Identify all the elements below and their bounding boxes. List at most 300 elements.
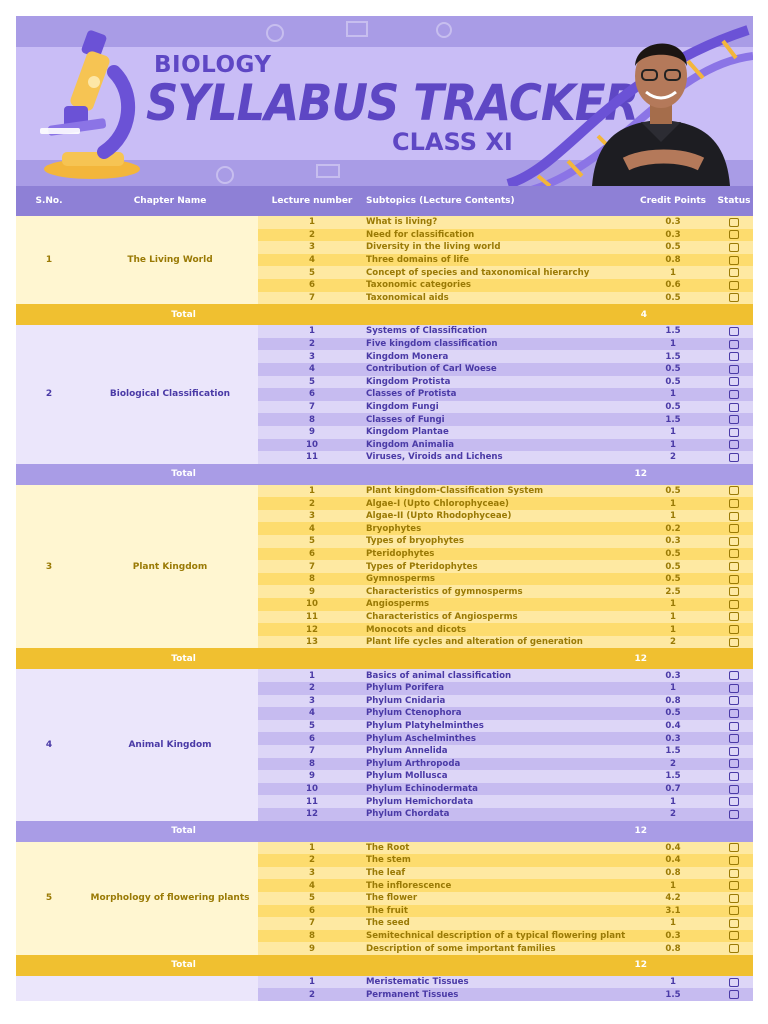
subtopic: Description of some important families bbox=[366, 943, 556, 954]
table-row bbox=[258, 795, 753, 808]
lecture-number: 6 bbox=[309, 905, 315, 916]
subtopic: Types of Pteridophytes bbox=[366, 561, 478, 572]
status-checkbox[interactable] bbox=[729, 218, 739, 227]
status-checkbox[interactable] bbox=[729, 944, 739, 953]
table-row bbox=[258, 401, 753, 414]
lecture-number: 8 bbox=[309, 574, 315, 585]
lecture-number: 6 bbox=[309, 280, 315, 291]
status-cell bbox=[715, 881, 753, 890]
table-row bbox=[258, 510, 753, 523]
status-checkbox[interactable] bbox=[729, 390, 739, 399]
subtopic: The seed bbox=[366, 918, 410, 929]
status-checkbox[interactable] bbox=[729, 587, 739, 596]
total-row bbox=[16, 955, 753, 976]
subtopic: Characteristics of Angiosperms bbox=[366, 611, 518, 622]
status-checkbox[interactable] bbox=[729, 696, 739, 705]
doodle-rect-icon bbox=[316, 164, 340, 178]
status-checkbox[interactable] bbox=[729, 759, 739, 768]
table-row bbox=[258, 879, 753, 892]
lecture-number: 6 bbox=[309, 733, 315, 744]
table-row bbox=[258, 216, 753, 229]
status-cell bbox=[715, 293, 753, 302]
lecture-number: 7 bbox=[309, 918, 315, 929]
credit-points: 1 bbox=[670, 880, 676, 891]
table-row bbox=[258, 292, 753, 305]
subtopic: Kingdom Plantae bbox=[366, 427, 449, 438]
status-cell bbox=[715, 377, 753, 386]
subtopic: Monocots and dicots bbox=[366, 624, 467, 635]
table-row bbox=[258, 623, 753, 636]
subtopic: Plant kingdom-Classification System bbox=[366, 485, 544, 496]
lecture-number: 12 bbox=[306, 809, 318, 820]
credit-points: 1 bbox=[670, 683, 676, 694]
credit-points: 0.5 bbox=[665, 548, 681, 559]
table-row bbox=[258, 770, 753, 783]
subtopic: The Root bbox=[366, 842, 410, 853]
lecture-number: 7 bbox=[309, 561, 315, 572]
status-checkbox[interactable] bbox=[729, 625, 739, 634]
status-checkbox[interactable] bbox=[729, 499, 739, 508]
credit-points: 1 bbox=[670, 498, 676, 509]
table-row bbox=[258, 988, 753, 1001]
credit-points: 1 bbox=[670, 439, 676, 450]
table-row bbox=[258, 905, 753, 918]
credit-points: 0.4 bbox=[665, 721, 681, 732]
table-row bbox=[258, 388, 753, 401]
status-checkbox[interactable] bbox=[729, 919, 739, 928]
lecture-rows bbox=[258, 976, 753, 1001]
table-row bbox=[258, 682, 753, 695]
status-cell bbox=[715, 638, 753, 647]
subtopic: Kingdom Fungi bbox=[366, 402, 439, 413]
chapter-sno: 3 bbox=[45, 561, 53, 572]
status-cell bbox=[715, 440, 753, 449]
lecture-number: 5 bbox=[309, 536, 315, 547]
lecture-number: 7 bbox=[309, 292, 315, 303]
credit-points: 0.5 bbox=[665, 574, 681, 585]
status-cell bbox=[715, 256, 753, 265]
lecture-number: 13 bbox=[306, 637, 318, 648]
status-checkbox[interactable] bbox=[729, 843, 739, 852]
subtopic: Contribution of Carl Woese bbox=[366, 364, 497, 375]
table-row bbox=[258, 535, 753, 548]
lecture-number: 1 bbox=[309, 485, 315, 496]
table-row bbox=[258, 917, 753, 930]
credit-points: 0.5 bbox=[665, 376, 681, 387]
subtopic: Taxonomical aids bbox=[366, 292, 449, 303]
status-checkbox[interactable] bbox=[729, 600, 739, 609]
lecture-number: 9 bbox=[309, 427, 315, 438]
status-cell bbox=[715, 352, 753, 361]
table-row bbox=[258, 560, 753, 573]
credit-points: 1.5 bbox=[665, 771, 681, 782]
subtopic: Five kingdom classification bbox=[366, 339, 498, 350]
status-cell bbox=[715, 843, 753, 852]
status-checkbox[interactable] bbox=[729, 281, 739, 290]
total-row bbox=[16, 648, 753, 669]
status-cell bbox=[715, 894, 753, 903]
status-cell bbox=[715, 587, 753, 596]
lecture-number: 11 bbox=[306, 452, 318, 463]
table-row bbox=[258, 522, 753, 535]
credit-points: 1 bbox=[670, 427, 676, 438]
header-sno: S.No. bbox=[35, 196, 63, 206]
subtopic: Viruses, Viroids and Lichens bbox=[366, 452, 503, 463]
lecture-number: 8 bbox=[309, 930, 315, 941]
credit-points: 2 bbox=[670, 452, 676, 463]
status-cell bbox=[715, 512, 753, 521]
status-checkbox[interactable] bbox=[729, 440, 739, 449]
chapter-cell bbox=[16, 216, 258, 304]
status-cell bbox=[715, 537, 753, 546]
status-checkbox[interactable] bbox=[729, 256, 739, 265]
status-cell bbox=[715, 428, 753, 437]
table-row bbox=[258, 439, 753, 452]
table-row bbox=[258, 325, 753, 338]
credit-points: 2.5 bbox=[665, 586, 681, 597]
total-value: 12 bbox=[634, 826, 647, 837]
status-cell bbox=[715, 709, 753, 718]
status-cell bbox=[715, 575, 753, 584]
status-cell bbox=[715, 230, 753, 239]
chapter-block bbox=[16, 842, 753, 955]
lecture-rows bbox=[258, 669, 753, 820]
lecture-number: 7 bbox=[309, 746, 315, 757]
status-cell bbox=[715, 562, 753, 571]
status-checkbox[interactable] bbox=[729, 978, 739, 987]
status-checkbox[interactable] bbox=[729, 894, 739, 903]
subtopic: Characteristics of gymnosperms bbox=[366, 586, 523, 597]
credit-points: 1 bbox=[670, 339, 676, 350]
credit-points: 0.7 bbox=[665, 784, 681, 795]
subtopic: Kingdom Monera bbox=[366, 351, 449, 362]
credit-points: 0.3 bbox=[665, 229, 681, 240]
doodle-square-icon bbox=[346, 21, 368, 37]
lecture-number: 1 bbox=[309, 217, 315, 228]
lecture-number: 2 bbox=[309, 498, 315, 509]
chapter-block bbox=[16, 485, 753, 649]
status-cell bbox=[715, 869, 753, 878]
subject-title: BIOLOGY bbox=[154, 52, 272, 78]
status-cell bbox=[715, 931, 753, 940]
doodle-circle-icon bbox=[436, 22, 452, 38]
table-row bbox=[258, 350, 753, 363]
credit-points: 0.8 bbox=[665, 695, 681, 706]
subtopic: Phylum Ctenophora bbox=[366, 708, 462, 719]
subtopic: Kingdom Animalia bbox=[366, 439, 455, 450]
status-cell bbox=[715, 978, 753, 987]
lecture-rows bbox=[258, 216, 753, 304]
status-cell bbox=[715, 524, 753, 533]
lecture-number: 4 bbox=[309, 708, 315, 719]
table-row bbox=[258, 669, 753, 682]
status-checkbox[interactable] bbox=[729, 243, 739, 252]
total-value: 12 bbox=[634, 653, 647, 664]
status-checkbox[interactable] bbox=[729, 340, 739, 349]
chapter-block bbox=[16, 669, 753, 820]
credit-points: 2 bbox=[670, 637, 676, 648]
credit-points: 4.2 bbox=[665, 893, 681, 904]
chapter-name: Plant Kingdom bbox=[132, 561, 208, 572]
total-label: Total bbox=[171, 960, 196, 971]
lecture-number: 5 bbox=[309, 721, 315, 732]
lecture-number: 4 bbox=[309, 364, 315, 375]
chapter-block bbox=[16, 216, 753, 304]
subtopic: Phylum Annelida bbox=[366, 746, 448, 757]
status-checkbox[interactable] bbox=[729, 684, 739, 693]
status-checkbox[interactable] bbox=[729, 524, 739, 533]
subtopic: Algae-II (Upto Rhodophyceae) bbox=[366, 511, 512, 522]
subtopic: Phylum Porifera bbox=[366, 683, 445, 694]
chapter-cell bbox=[16, 976, 258, 1001]
status-cell bbox=[715, 415, 753, 424]
subtopic: Phylum Aschelminthes bbox=[366, 733, 476, 744]
status-cell bbox=[715, 327, 753, 336]
status-checkbox[interactable] bbox=[729, 785, 739, 794]
credit-points: 0.4 bbox=[665, 855, 681, 866]
credit-points: 0.5 bbox=[665, 292, 681, 303]
lecture-number: 3 bbox=[309, 351, 315, 362]
lecture-number: 2 bbox=[309, 989, 315, 1000]
status-cell bbox=[715, 218, 753, 227]
subtopic: Phylum Mollusca bbox=[366, 771, 448, 782]
status-checkbox[interactable] bbox=[729, 549, 739, 558]
credit-points: 0.3 bbox=[665, 733, 681, 744]
subtopic: Classes of Fungi bbox=[366, 414, 445, 425]
credit-points: 0.4 bbox=[665, 842, 681, 853]
status-cell bbox=[715, 696, 753, 705]
table-row bbox=[258, 241, 753, 254]
status-checkbox[interactable] bbox=[729, 512, 739, 521]
lecture-number: 2 bbox=[309, 339, 315, 350]
status-checkbox[interactable] bbox=[729, 810, 739, 819]
credit-points: 1.5 bbox=[665, 746, 681, 757]
subtopic: Kingdom Protista bbox=[366, 376, 451, 387]
status-cell bbox=[715, 268, 753, 277]
status-checkbox[interactable] bbox=[729, 772, 739, 781]
subtopic: Semitechnical description of a typical flowering plant bbox=[366, 930, 626, 941]
status-checkbox[interactable] bbox=[729, 747, 739, 756]
status-checkbox[interactable] bbox=[729, 612, 739, 621]
status-checkbox[interactable] bbox=[729, 415, 739, 424]
status-checkbox[interactable] bbox=[729, 931, 739, 940]
subtopic: Pteridophytes bbox=[366, 548, 435, 559]
credit-points: 1 bbox=[670, 389, 676, 400]
chapter-cell bbox=[16, 325, 258, 464]
status-checkbox[interactable] bbox=[729, 403, 739, 412]
lecture-number: 8 bbox=[309, 414, 315, 425]
table-row bbox=[258, 720, 753, 733]
credit-points: 1 bbox=[670, 599, 676, 610]
status-cell bbox=[715, 722, 753, 731]
credit-points: 3.1 bbox=[665, 905, 681, 916]
status-cell bbox=[715, 772, 753, 781]
subtopic: Phylum Echinodermata bbox=[366, 784, 478, 795]
table-row bbox=[258, 783, 753, 796]
credit-points: 2 bbox=[670, 758, 676, 769]
subtopic: Phylum Arthropoda bbox=[366, 758, 461, 769]
subtopic: Classes of Protista bbox=[366, 389, 457, 400]
lecture-number: 1 bbox=[309, 670, 315, 681]
table-row bbox=[258, 745, 753, 758]
status-checkbox[interactable] bbox=[729, 230, 739, 239]
doodle-target-icon bbox=[216, 166, 234, 184]
credit-points: 0.5 bbox=[665, 402, 681, 413]
chapter-name: Animal Kingdom bbox=[128, 739, 212, 750]
status-checkbox[interactable] bbox=[729, 990, 739, 999]
subtopic: Concept of species and taxonomical hierarchy bbox=[366, 267, 590, 278]
credit-points: 0.8 bbox=[665, 943, 681, 954]
lecture-number: 4 bbox=[309, 255, 315, 266]
status-checkbox[interactable] bbox=[729, 906, 739, 915]
lecture-number: 5 bbox=[309, 376, 315, 387]
chapter-name: Biological Classification bbox=[109, 389, 231, 400]
status-checkbox[interactable] bbox=[729, 881, 739, 890]
credit-points: 0.6 bbox=[665, 280, 681, 291]
chapter-block bbox=[16, 325, 753, 464]
status-checkbox[interactable] bbox=[729, 562, 739, 571]
status-checkbox[interactable] bbox=[729, 365, 739, 374]
lecture-rows bbox=[258, 325, 753, 464]
credit-points: 0.2 bbox=[665, 523, 681, 534]
status-cell bbox=[715, 281, 753, 290]
table-row bbox=[258, 548, 753, 561]
status-cell bbox=[715, 810, 753, 819]
status-checkbox[interactable] bbox=[729, 327, 739, 336]
status-cell bbox=[715, 684, 753, 693]
status-checkbox[interactable] bbox=[729, 709, 739, 718]
subtopic: Types of bryophytes bbox=[366, 536, 464, 547]
credit-points: 1.5 bbox=[665, 989, 681, 1000]
lecture-number: 5 bbox=[309, 893, 315, 904]
lecture-number: 11 bbox=[306, 611, 318, 622]
status-cell bbox=[715, 243, 753, 252]
status-checkbox[interactable] bbox=[729, 268, 739, 277]
lecture-number: 12 bbox=[306, 624, 318, 635]
status-checkbox[interactable] bbox=[729, 352, 739, 361]
status-checkbox[interactable] bbox=[729, 453, 739, 462]
status-cell bbox=[715, 499, 753, 508]
lecture-number: 2 bbox=[309, 683, 315, 694]
table-row bbox=[258, 363, 753, 376]
total-label: Total bbox=[171, 826, 196, 837]
subtopic: The inflorescence bbox=[366, 880, 452, 891]
status-checkbox[interactable] bbox=[729, 428, 739, 437]
status-checkbox[interactable] bbox=[729, 293, 739, 302]
table-header bbox=[16, 186, 753, 216]
lecture-number: 10 bbox=[306, 784, 318, 795]
table-row bbox=[258, 426, 753, 439]
status-checkbox[interactable] bbox=[729, 537, 739, 546]
status-checkbox[interactable] bbox=[729, 575, 739, 584]
table-row bbox=[258, 338, 753, 351]
lecture-number: 5 bbox=[309, 267, 315, 278]
subtopic: Need for classification bbox=[366, 229, 475, 240]
table-row bbox=[258, 485, 753, 498]
status-checkbox[interactable] bbox=[729, 638, 739, 647]
table-row bbox=[258, 854, 753, 867]
status-cell bbox=[715, 600, 753, 609]
subtopic: Phylum Chordata bbox=[366, 809, 450, 820]
table-row bbox=[258, 497, 753, 510]
lecture-number: 9 bbox=[309, 771, 315, 782]
chapter-sno: 2 bbox=[45, 389, 53, 400]
credit-points: 0.5 bbox=[665, 561, 681, 572]
credit-points: 0.5 bbox=[665, 708, 681, 719]
status-cell bbox=[715, 549, 753, 558]
tracker-page bbox=[16, 16, 753, 1001]
status-checkbox[interactable] bbox=[729, 486, 739, 495]
banner bbox=[16, 16, 753, 186]
microscope-icon bbox=[34, 24, 149, 184]
status-checkbox[interactable] bbox=[729, 722, 739, 731]
credit-points: 1.5 bbox=[665, 326, 681, 337]
chapter-sno: 5 bbox=[45, 893, 53, 904]
lecture-number: 2 bbox=[309, 855, 315, 866]
status-checkbox[interactable] bbox=[729, 734, 739, 743]
lecture-number: 9 bbox=[309, 586, 315, 597]
teacher-photo bbox=[586, 24, 736, 186]
status-cell bbox=[715, 856, 753, 865]
status-checkbox[interactable] bbox=[729, 856, 739, 865]
credit-points: 1 bbox=[670, 796, 676, 807]
table-row bbox=[258, 976, 753, 989]
header-lecture: Lecture number bbox=[271, 196, 353, 206]
table-row bbox=[258, 695, 753, 708]
lecture-number: 1 bbox=[309, 842, 315, 853]
lecture-number: 1 bbox=[309, 977, 315, 988]
chapter-name: Morphology of flowering plants bbox=[90, 893, 250, 904]
subtopic: Plant life cycles and alteration of generation bbox=[366, 637, 583, 648]
status-cell bbox=[715, 797, 753, 806]
status-checkbox[interactable] bbox=[729, 797, 739, 806]
status-checkbox[interactable] bbox=[729, 671, 739, 680]
table-row bbox=[258, 598, 753, 611]
total-row bbox=[16, 304, 753, 325]
total-value: 12 bbox=[634, 960, 647, 971]
header-chapter: Chapter Name bbox=[133, 196, 207, 206]
table-row bbox=[258, 892, 753, 905]
credit-points: 1 bbox=[670, 977, 676, 988]
subtopic: Meristematic Tissues bbox=[366, 977, 469, 988]
table-row bbox=[258, 229, 753, 242]
lecture-number: 3 bbox=[309, 511, 315, 522]
table-row bbox=[258, 585, 753, 598]
table-row bbox=[258, 279, 753, 292]
subtopic: Taxonomic categories bbox=[366, 280, 472, 291]
credit-points: 0.5 bbox=[665, 242, 681, 253]
lecture-number: 11 bbox=[306, 796, 318, 807]
chapter-block bbox=[16, 976, 753, 1001]
status-cell bbox=[715, 785, 753, 794]
lecture-number: 8 bbox=[309, 758, 315, 769]
header-subtopics: Subtopics (Lecture Contents) bbox=[366, 196, 515, 206]
status-checkbox[interactable] bbox=[729, 869, 739, 878]
credit-points: 1 bbox=[670, 611, 676, 622]
credit-points: 1.5 bbox=[665, 414, 681, 425]
lecture-number: 3 bbox=[309, 242, 315, 253]
doodle-circle-icon bbox=[266, 24, 284, 42]
status-cell bbox=[715, 671, 753, 680]
credit-points: 0.3 bbox=[665, 536, 681, 547]
status-cell bbox=[715, 906, 753, 915]
subtopic: Phylum Hemichordata bbox=[366, 796, 474, 807]
status-checkbox[interactable] bbox=[729, 377, 739, 386]
table-row bbox=[258, 376, 753, 389]
header-credit: Credit Points bbox=[639, 196, 707, 206]
table-row bbox=[258, 254, 753, 267]
credit-points: 0.8 bbox=[665, 868, 681, 879]
